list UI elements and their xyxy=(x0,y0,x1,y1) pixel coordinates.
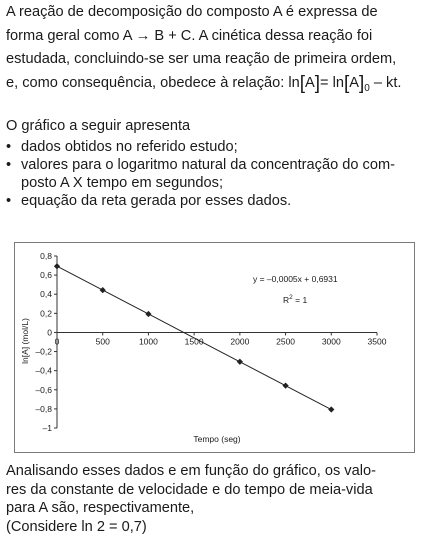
y-tick-label: –0,6 xyxy=(35,384,52,395)
bracket-open-icon: [ xyxy=(299,72,305,94)
intro-text: O gráfico a seguir apresenta xyxy=(6,118,191,134)
x-tick-label: 3000 xyxy=(321,336,341,347)
bracket-close-icon: ] xyxy=(358,72,365,94)
data-point xyxy=(328,406,334,412)
bullet-text-1: dados obtidos no referido estudo; xyxy=(21,139,238,155)
bracket-close-icon: ] xyxy=(314,72,320,94)
ln-concentration-chart xyxy=(15,243,414,452)
bullet-list xyxy=(6,138,395,210)
y-tick-label: –0,4 xyxy=(35,365,52,376)
regression-equation: y = –0,0005x + 0,6931 xyxy=(253,274,338,284)
data-point xyxy=(237,359,243,365)
statement-line-2: forma geral como A → B + C. A cinética dessa reação foi xyxy=(6,27,373,44)
r-squared-base: R xyxy=(283,295,290,305)
bullet-text-2a: valores para o logaritmo natural da concentração do com- xyxy=(21,157,395,173)
statement-line-4 xyxy=(6,73,401,97)
y-tick-label: 0,4 xyxy=(40,289,52,300)
bullet-text-3: equação da reta gerada por esses dados. xyxy=(21,193,292,209)
statement-line-4-prefix: e, como consequência, obedece à relação: xyxy=(6,74,289,91)
conclusion-line-4: (Considere ln 2 = 0,7) xyxy=(6,518,147,535)
x-tick-label: 1500 xyxy=(184,336,204,347)
data-point xyxy=(54,263,60,269)
y-tick-label: 0,6 xyxy=(40,270,52,281)
bullet-text-2b: posto A X tempo em segundos; xyxy=(21,175,224,191)
r-squared-label xyxy=(283,294,307,305)
list-item xyxy=(6,192,395,210)
relation-ln-2: ln xyxy=(332,74,344,91)
relation-equals: = xyxy=(320,74,333,91)
x-tick-label: 2000 xyxy=(230,336,250,347)
first-order-relation xyxy=(288,72,402,94)
bullet-icon: • xyxy=(6,157,12,173)
y-tick-label: 0,8 xyxy=(40,251,52,261)
data-point xyxy=(145,311,151,317)
list-item xyxy=(6,156,395,174)
relation-subscript: 0 xyxy=(364,82,370,94)
r-squared-exponent: 2 xyxy=(289,294,293,301)
relation-ln-1: ln xyxy=(288,74,300,91)
conclusion-line-1: Analisando esses dados e em função do gráfico, os valo- xyxy=(6,463,376,479)
conclusion-line-3: para A são, respectivamente, xyxy=(6,500,195,516)
r-squared-value: = 1 xyxy=(292,295,308,305)
x-tick-label: 3500 xyxy=(367,336,387,347)
list-item-continuation xyxy=(6,174,395,192)
x-tick-label: 0 xyxy=(54,336,60,347)
x-axis-title: Tempo (seg) xyxy=(193,434,241,444)
bullet-icon: • xyxy=(6,139,12,155)
y-tick-label: –0,8 xyxy=(35,403,52,414)
x-tick-label: 500 xyxy=(95,336,110,347)
problem-statement xyxy=(6,2,401,96)
x-tick-label: 1000 xyxy=(138,336,158,347)
data-point xyxy=(282,383,288,389)
x-tick-label: 2500 xyxy=(276,336,296,347)
statement-line-1: A reação de decomposição do composto A é expressa de xyxy=(6,4,378,20)
bullet-icon: • xyxy=(6,193,12,209)
y-tick-label: 0,2 xyxy=(40,308,52,319)
statement-line-3: estudada, concluindo-se ser uma reação de primeira ordem, xyxy=(6,51,397,67)
list-item xyxy=(6,138,395,156)
conclusion-text xyxy=(6,462,376,536)
y-tick-label: –1 xyxy=(42,423,52,433)
relation-tail: – kt. xyxy=(369,74,402,91)
bracket-open-icon: [ xyxy=(343,72,350,94)
y-tick-label: 0 xyxy=(47,327,52,338)
data-point xyxy=(100,287,106,293)
x-tick-labels xyxy=(55,332,387,346)
relation-a-2: A xyxy=(349,74,359,91)
conclusion-line-2: res da constante de velocidade e do tempo de meia-vida xyxy=(6,481,373,498)
relation-a-1: A xyxy=(304,74,315,91)
y-tick-label: –0,2 xyxy=(35,346,52,357)
y-axis-title: ln[A] (mol/L) xyxy=(20,318,30,364)
chart-frame xyxy=(14,242,415,453)
